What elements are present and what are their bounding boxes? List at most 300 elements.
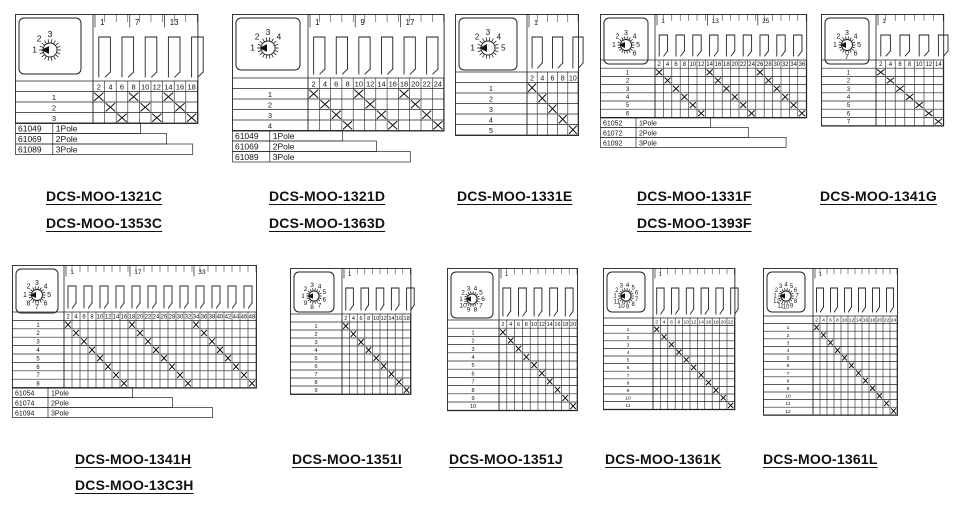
position-label: 4 <box>314 347 318 354</box>
position-label: 3 <box>36 339 40 346</box>
contact-arm <box>380 305 383 310</box>
terminal-number: 14 <box>935 62 942 69</box>
contact-arm <box>365 305 368 310</box>
contact-arm <box>342 69 347 74</box>
position-label: 3 <box>314 339 318 346</box>
terminal-number: 18 <box>403 316 410 323</box>
model-label: DCS-MOO-1351J <box>449 451 563 467</box>
top-number: 1 <box>100 18 105 27</box>
position-label: 8 <box>314 379 318 386</box>
contact-arm <box>433 69 438 74</box>
contact-arm <box>105 72 110 77</box>
terminal-header <box>764 316 897 324</box>
model-label: DCS-MOO-1353C <box>46 215 163 231</box>
terminal-number: 12 <box>365 79 375 89</box>
top-number: 13 <box>169 18 179 27</box>
model-label: DCS-MOO-13C3H <box>75 477 194 493</box>
position-label: 4 <box>489 117 493 125</box>
position-label: 1 <box>786 325 790 332</box>
position-label: 3 <box>846 86 851 93</box>
terminal-number: 10 <box>915 62 923 69</box>
switch-diagram-svg <box>290 268 412 396</box>
part-number-row <box>13 408 213 418</box>
terminal-number: 4 <box>662 319 666 326</box>
contact-closed-mark <box>185 381 190 386</box>
terminal-number: 16 <box>554 322 561 329</box>
rotary-dial <box>23 280 51 311</box>
position-label: 1 <box>625 70 630 77</box>
contact-closed-mark <box>906 94 913 99</box>
dial-position-label: 2 <box>461 289 465 297</box>
position-label: 2 <box>267 100 273 110</box>
top-number: 1 <box>348 272 352 279</box>
contact-closed-mark <box>715 78 720 83</box>
contact-closed-mark <box>774 86 779 91</box>
dial-position-label: 4 <box>784 282 788 289</box>
dial-position-label: 3 <box>310 282 314 290</box>
position-label: 11 <box>625 403 631 410</box>
dial-position-label: 12 <box>773 299 780 306</box>
contact-closed-mark <box>351 332 356 337</box>
contact-closed-mark <box>422 111 430 118</box>
dial-position-label: 5 <box>631 285 635 292</box>
position-label: 8 <box>471 387 475 394</box>
position-label: 4 <box>786 347 790 354</box>
terminal-number: 10 <box>531 322 538 329</box>
contact-closed-mark <box>878 70 885 75</box>
contact-closed-mark <box>404 387 409 392</box>
dial-position-label: 2 <box>774 288 779 295</box>
contact-closed-mark <box>706 380 710 385</box>
dial-position-label: 7 <box>634 296 639 303</box>
terminal-number: 6 <box>829 317 832 324</box>
terminal-number: 6 <box>898 62 902 69</box>
contact-arm <box>798 51 802 56</box>
contact-closed-mark <box>343 121 351 128</box>
terminal-number: 2 <box>96 82 101 92</box>
position-label: 3 <box>786 340 790 347</box>
contact-closed-mark <box>662 335 666 340</box>
position-label: 2 <box>51 103 57 113</box>
terminal-number: 14 <box>164 82 173 92</box>
position-table <box>290 314 410 394</box>
terminal-number: 10 <box>354 79 364 89</box>
terminal-number: 36 <box>200 314 208 321</box>
contact-closed-mark <box>673 86 678 91</box>
part-number: 61074 <box>15 400 35 408</box>
contact-arm <box>676 309 679 314</box>
dial-position-label: 10 <box>459 302 467 310</box>
terminal-number: 14 <box>377 79 386 89</box>
part-number-table <box>232 130 410 161</box>
contact-arm <box>781 51 785 56</box>
part-number-row <box>232 151 410 161</box>
pole-count: 2Pole <box>638 130 657 138</box>
top-number: 25 <box>762 17 770 25</box>
contact-bridge <box>404 37 415 74</box>
terminal-number: 24 <box>433 79 443 89</box>
contact-arm <box>184 303 188 308</box>
contact-arm <box>905 51 909 56</box>
dial-position-label: 6 <box>481 295 485 303</box>
contact-closed-mark <box>656 70 661 75</box>
pole-count: 1Pole <box>51 390 69 398</box>
contact-bridge <box>359 37 370 74</box>
terminal-number: 10 <box>96 314 104 321</box>
switch-diagram-1361l <box>763 268 899 417</box>
contact-closed-mark <box>332 111 340 118</box>
contact-closed-mark <box>887 78 894 83</box>
contact-arm <box>848 307 851 312</box>
position-label: 6 <box>625 111 630 118</box>
contact-closed-mark <box>141 104 150 112</box>
diagram-frame <box>604 268 735 409</box>
contact-closed-mark <box>366 100 374 107</box>
contact-closed-mark <box>374 355 379 360</box>
dial-position-label: 2 <box>254 31 260 42</box>
position-table <box>13 312 256 388</box>
terminal-header <box>232 78 443 88</box>
position-label: 8 <box>36 381 40 388</box>
contact-closed-mark <box>815 325 819 330</box>
terminal-number: 8 <box>677 319 681 326</box>
terminal-number: 48 <box>248 314 256 321</box>
terminal-number: 6 <box>550 75 555 83</box>
terminal-number: 20 <box>411 79 420 89</box>
contact-arm <box>862 307 865 312</box>
position-label: 1 <box>36 322 40 329</box>
contact-arm <box>538 63 543 68</box>
dial-position-label: 5 <box>47 292 52 300</box>
contact-closed-mark <box>877 393 881 398</box>
terminal-number: 4 <box>351 316 355 323</box>
position-label: 9 <box>471 395 475 402</box>
contact-arm <box>570 311 574 316</box>
position-table <box>456 72 579 135</box>
dial-position-label: 3 <box>624 29 628 37</box>
dial-position-label: 6 <box>634 290 639 297</box>
pole-count: 1Pole <box>55 123 78 134</box>
model-label: DCS-MOO-1393F <box>637 215 752 231</box>
dial-position-label: 8 <box>473 306 478 314</box>
dial-position-label: 1 <box>301 292 305 300</box>
terminal-number: 2 <box>344 316 348 323</box>
contact-closed-mark <box>757 70 762 75</box>
dial-position-label: 3 <box>47 29 53 40</box>
terminal-number: 16 <box>862 317 869 324</box>
position-label: 6 <box>471 371 475 378</box>
terminal-number: 10 <box>373 316 380 323</box>
switch-diagram-svg <box>447 268 579 412</box>
position-label: 7 <box>471 379 475 386</box>
contact-bridge <box>518 288 526 316</box>
contact-arm <box>136 303 140 308</box>
terminal-number: 2 <box>501 322 505 329</box>
contact-arm <box>88 303 92 308</box>
contact-bridge <box>145 37 157 77</box>
terminal-number: 4 <box>509 322 513 329</box>
contact-closed-mark <box>654 327 658 332</box>
contact-bridge <box>532 37 542 68</box>
terminal-number: 8 <box>131 82 136 92</box>
terminal-number: 16 <box>388 79 397 89</box>
contact-arm <box>720 309 723 314</box>
terminal-number: 8 <box>367 316 371 323</box>
dial-position-label: 3 <box>845 29 849 37</box>
contact-closed-mark <box>508 338 513 343</box>
contact-arm <box>72 303 76 308</box>
rotary-dial <box>613 283 639 311</box>
contact-arm <box>396 305 399 310</box>
contact-closed-mark <box>707 70 712 75</box>
contact-closed-mark <box>98 355 103 360</box>
dial-position-label: 1 <box>22 292 27 300</box>
terminal-number: 12 <box>925 62 933 69</box>
contact-closed-mark <box>217 347 222 352</box>
terminal-number: 22 <box>739 62 747 69</box>
terminal-number: 10 <box>683 319 690 326</box>
position-label: 9 <box>786 385 790 392</box>
part-number-table <box>16 123 193 155</box>
switch-diagram-1341g <box>821 14 946 128</box>
dial-position-label: 2 <box>615 287 619 294</box>
dial-position-label: 1 <box>832 42 837 50</box>
pole-count: 2Pole <box>51 400 69 408</box>
dial-position-label: 4 <box>473 285 478 293</box>
contact-arm <box>168 303 172 308</box>
rotary-dial <box>773 283 799 311</box>
terminal-number: 18 <box>723 62 730 69</box>
position-label: 7 <box>786 370 790 377</box>
pole-count: 3Pole <box>51 410 69 418</box>
terminal-number: 18 <box>713 319 719 326</box>
dial-position-label: 5 <box>479 289 483 297</box>
contact-closed-mark <box>249 381 254 386</box>
terminal-number: 4 <box>108 82 113 92</box>
position-label: 12 <box>785 408 791 415</box>
dial-position-label: 9 <box>466 306 471 314</box>
switch-diagram-svg <box>600 14 808 149</box>
switch-diagram-1351j <box>447 268 579 412</box>
contact-closed-mark <box>532 362 537 367</box>
terminal-number: 8 <box>836 317 839 324</box>
rotary-dial <box>470 28 506 58</box>
contact-closed-mark <box>90 347 95 352</box>
contact-closed-mark <box>366 347 371 352</box>
model-label: DCS-MOO-1341G <box>820 188 937 204</box>
contact-arm <box>924 51 928 56</box>
contact-closed-mark <box>835 348 839 353</box>
position-label: 4 <box>36 347 40 354</box>
position-label: 7 <box>846 119 851 126</box>
contact-arm <box>748 51 752 56</box>
contact-closed-mark <box>209 339 214 344</box>
contact-bridge <box>336 37 347 74</box>
contact-closed-mark <box>389 121 397 128</box>
terminal-number: 10 <box>141 82 150 92</box>
dial-position-label: 8 <box>310 303 314 311</box>
position-table <box>604 318 735 409</box>
contact-closed-mark <box>359 339 364 344</box>
dial-position-label: 1 <box>250 42 255 53</box>
dial-position-label: 3 <box>619 283 624 290</box>
terminal-number: 14 <box>388 316 395 323</box>
terminal-number: 8 <box>682 62 687 69</box>
part-number: 61069 <box>234 141 259 152</box>
terminal-number: 14 <box>855 317 862 324</box>
dial-position-label: 2 <box>36 33 42 44</box>
position-label: 6 <box>786 363 790 370</box>
contact-closed-mark <box>782 94 787 99</box>
position-label: 6 <box>846 111 851 118</box>
contact-arm <box>120 303 124 308</box>
contact-bridge <box>573 37 583 68</box>
contact-bridge <box>503 288 511 316</box>
contact-closed-mark <box>321 100 329 107</box>
dial-position-label: 3 <box>35 279 39 287</box>
position-label: 3 <box>267 110 273 120</box>
dial-position-label: 11 <box>613 299 620 306</box>
contact-arm <box>523 311 527 316</box>
position-label: 5 <box>36 356 40 363</box>
contact-closed-mark <box>169 364 174 369</box>
model-label: DCS-MOO-1341H <box>75 451 192 467</box>
switch-diagram-1341h <box>12 265 267 420</box>
terminal-number: 42 <box>224 314 232 321</box>
part-number-row <box>16 144 193 155</box>
contact-closed-mark <box>555 387 560 392</box>
terminal-number: 26 <box>756 62 764 69</box>
top-number: 1 <box>882 17 886 25</box>
position-label: 4 <box>471 354 475 361</box>
dial-position-label: 2 <box>615 33 620 41</box>
contact-closed-mark <box>559 116 566 124</box>
contact-closed-mark <box>524 354 529 359</box>
part-number-table <box>601 117 787 147</box>
position-label: 2 <box>489 96 493 104</box>
contact-closed-mark <box>691 365 695 370</box>
part-number: 61069 <box>18 134 42 144</box>
terminal-number: 30 <box>773 62 781 69</box>
part-number-row <box>601 137 787 147</box>
contact-arm <box>410 69 415 74</box>
contact-closed-mark <box>501 330 506 335</box>
terminal-number: 2 <box>66 314 70 321</box>
switch-diagram-1331e <box>455 14 580 137</box>
contact-closed-mark <box>355 90 363 97</box>
contact-arm <box>690 309 693 314</box>
contact-arm <box>765 51 769 56</box>
terminal-number: 4 <box>540 75 545 83</box>
dial-position-label: 6 <box>793 288 798 295</box>
dial-position-label: 2 <box>836 33 841 41</box>
position-label: 10 <box>785 393 791 400</box>
contact-closed-mark <box>118 114 127 122</box>
top-number: 1 <box>818 271 822 278</box>
dial-position-label: 10 <box>782 304 790 311</box>
position-label: 1 <box>314 324 318 331</box>
dial-position-label: 1 <box>773 293 777 300</box>
contact-closed-mark <box>569 126 576 134</box>
contact-arm <box>152 303 156 308</box>
contact-closed-mark <box>863 378 867 383</box>
terminal-number: 14 <box>546 322 553 329</box>
terminal-number: 16 <box>705 319 712 326</box>
position-label: 2 <box>36 331 40 338</box>
terminal-number: 8 <box>524 322 528 329</box>
switch-diagram-svg <box>763 268 899 417</box>
contact-bridge <box>192 37 204 77</box>
dial-position-label: 4 <box>43 283 48 291</box>
position-label: 5 <box>786 355 790 362</box>
contact-closed-mark <box>698 111 703 116</box>
contact-closed-mark <box>749 111 754 116</box>
position-label: 5 <box>625 103 630 110</box>
terminal-number: 6 <box>516 322 521 329</box>
contact-closed-mark <box>381 363 386 368</box>
part-number: 61072 <box>603 130 623 138</box>
terminal-number: 4 <box>74 314 78 321</box>
part-number: 61092 <box>603 140 623 148</box>
model-label: DCS-MOO-1363D <box>269 215 386 231</box>
terminal-number: 12 <box>538 322 545 329</box>
dial-position-label: 5 <box>322 289 327 297</box>
switch-diagram-1361k <box>603 268 736 411</box>
switch-diagram-1351i <box>290 268 412 396</box>
switch-diagram-svg <box>15 14 210 157</box>
contact-closed-mark <box>714 388 718 393</box>
model-label: DCS-MOO-1361K <box>605 451 722 467</box>
dial-position-label: 5 <box>857 42 862 50</box>
dial-position-label: 9 <box>625 304 630 311</box>
dial-position-label: 7 <box>795 293 799 300</box>
position-label: 2 <box>314 331 318 338</box>
switch-diagram-1321d <box>232 14 446 164</box>
dial-position-label: 4 <box>625 282 630 289</box>
model-label: DCS-MOO-1361L <box>763 451 878 467</box>
contact-closed-mark <box>130 322 135 327</box>
switch-diagram-svg <box>821 14 946 128</box>
terminal-number: 12 <box>380 316 387 323</box>
terminal-number: 4 <box>322 79 328 89</box>
terminal-header <box>456 72 579 83</box>
rotary-dial <box>459 285 485 313</box>
model-label: DCS-MOO-1351I <box>292 451 402 467</box>
part-number: 61052 <box>603 120 623 128</box>
contact-closed-mark <box>400 90 408 97</box>
pole-count: 2Pole <box>55 134 78 144</box>
contact-arm <box>731 51 735 56</box>
contact-arm <box>248 303 252 308</box>
contact-closed-mark <box>539 95 546 103</box>
switch-diagram-1321c <box>15 14 210 157</box>
contact-bridge <box>427 37 438 74</box>
contact-bridge <box>168 37 180 77</box>
contact-closed-mark <box>884 401 888 406</box>
terminal-number: 6 <box>334 79 339 89</box>
terminal-number: 18 <box>128 314 136 321</box>
contact-arm <box>216 303 220 308</box>
contact-closed-mark <box>516 346 521 351</box>
dial-position-label: 3 <box>466 285 471 293</box>
dial-position-label: 8 <box>631 302 635 309</box>
position-label: 2 <box>625 78 630 85</box>
contact-closed-mark <box>241 372 246 377</box>
terminal-number: 38 <box>208 314 216 321</box>
terminal-number: 14 <box>698 319 704 326</box>
terminal-number: 10 <box>569 75 577 83</box>
top-number: 17 <box>134 268 142 276</box>
